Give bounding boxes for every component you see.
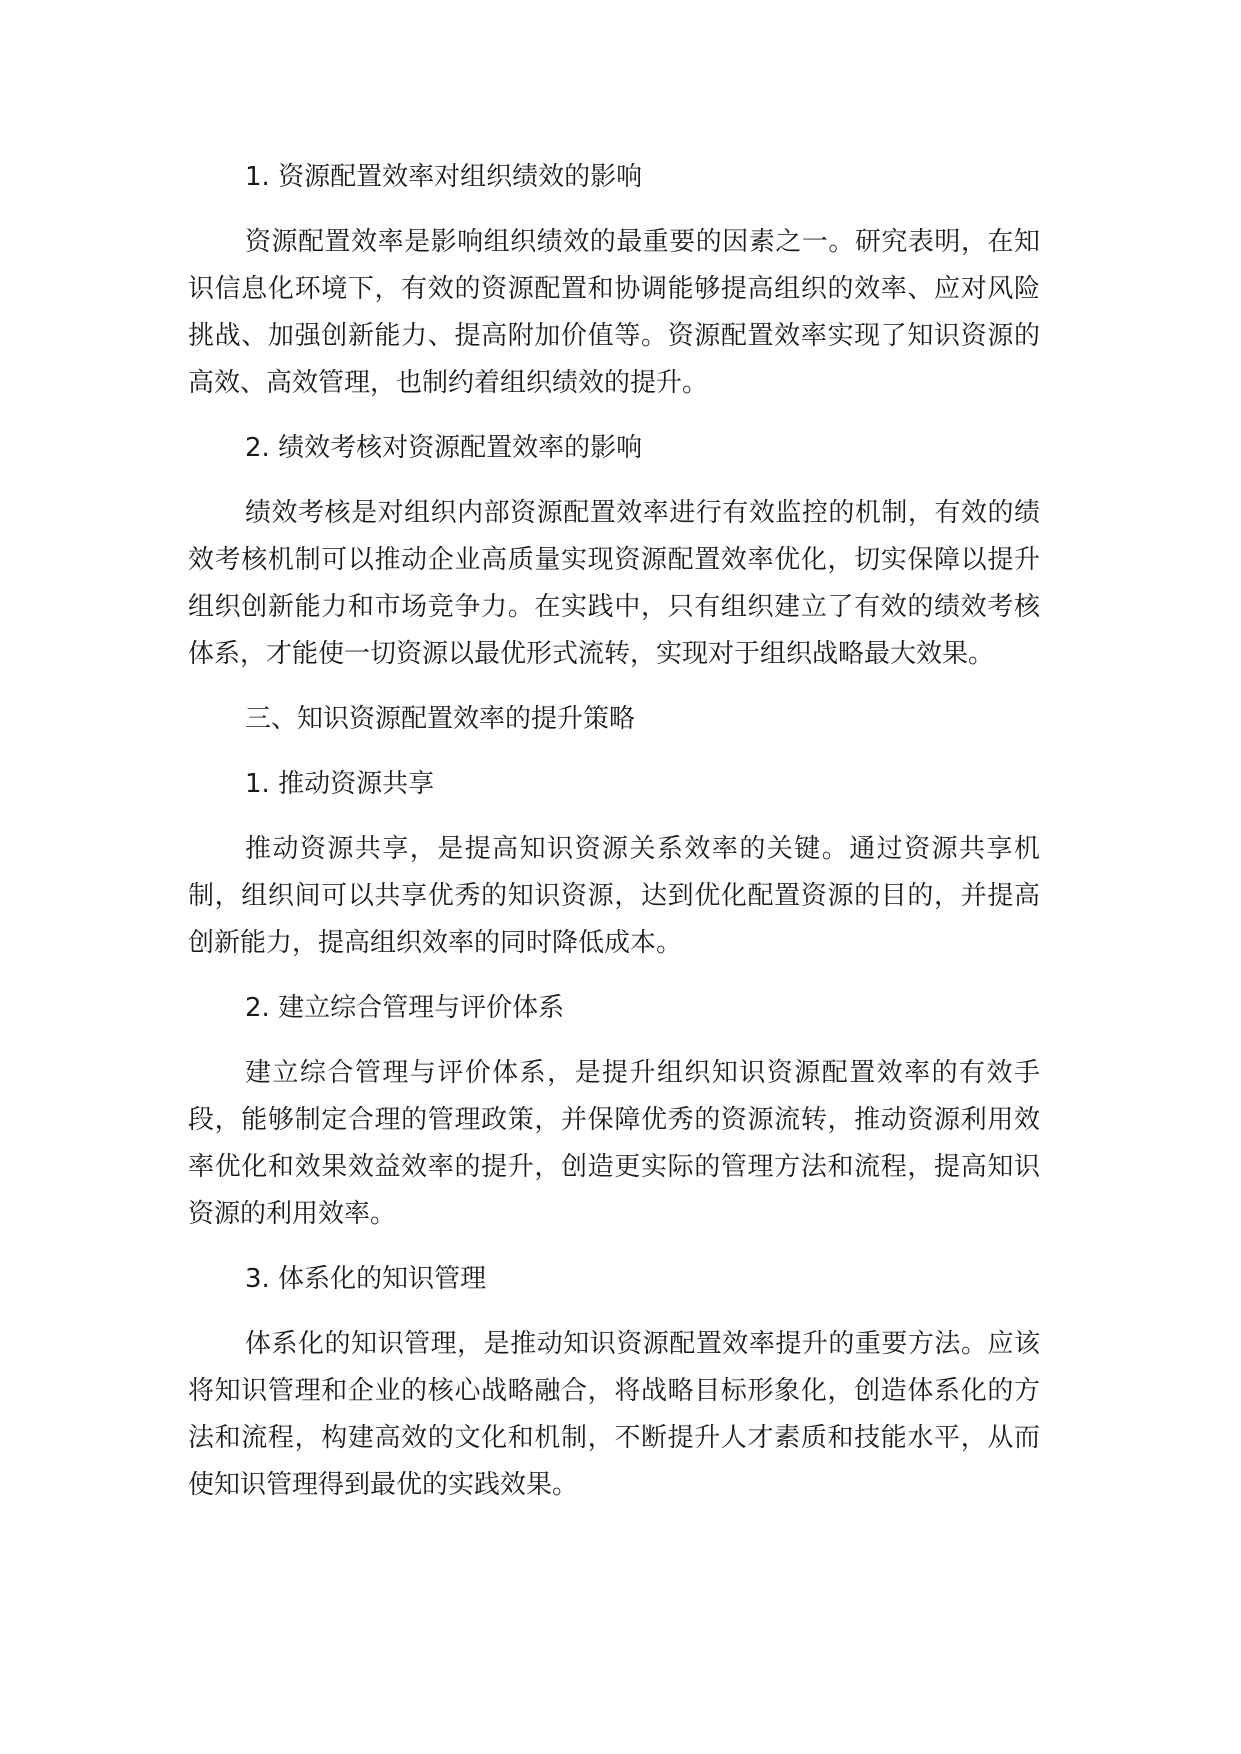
body-paragraph: 建立综合管理与评价体系，是提升组织知识资源配置效率的有效手段，能够制定合理的管理政策，并保障优秀的资源流转，推动资源利用效率优化和效果效益效率的提升，创造更实际的管理方法和流程，提高知识资源的利用效率。 xyxy=(188,1058,1040,1229)
body-paragraph: 绩效考核是对组织内部资源配置效率进行有效监控的机制，有效的绩效考核机制可以推动企业高质量实现资源配置效率优化，切实保障以提升组织创新能力和市场竞争力。在实践中，只有组织建立了有效的绩效考核体系，才能使一切资源以最优形式流转，实现对于组织战略最大效果。 xyxy=(188,498,1040,669)
document-body xyxy=(188,154,1040,1509)
section-heading: 2. 建立综合管理与评价体系 xyxy=(245,993,565,1023)
section-heading: 2. 绩效考核对资源配置效率的影响 xyxy=(245,433,643,463)
body-paragraph: 推动资源共享，是提高知识资源关系效率的关键。通过资源共享机制，组织间可以共享优秀的知识资源，达到优化配置资源的目的，并提高创新能力，提高组织效率的同时降低成本。 xyxy=(188,834,1040,958)
section-heading: 1. 推动资源共享 xyxy=(245,769,435,799)
chapter-heading: 三、知识资源配置效率的提升策略 xyxy=(245,704,636,734)
body-paragraph: 资源配置效率是影响组织绩效的最重要的因素之一。研究表明，在知识信息化环境下，有效的资源配置和协调能够提高组织的效率、应对风险挑战、加强创新能力、提高附加价值等。资源配置效率实现了知识资源的高效、高效管理，也制约着组织绩效的提升。 xyxy=(188,227,1040,398)
body-paragraph: 体系化的知识管理，是推动知识资源配置效率提升的重要方法。应该将知识管理和企业的核心战略融合，将战略目标形象化，创造体系化的方法和流程，构建高效的文化和机制，不断提升人才素质和技能水平，从而使知识管理得到最优的实践效果。 xyxy=(188,1329,1040,1500)
section-heading: 1. 资源配置效率对组织绩效的影响 xyxy=(245,162,643,192)
section-heading: 3. 体系化的知识管理 xyxy=(245,1264,487,1294)
